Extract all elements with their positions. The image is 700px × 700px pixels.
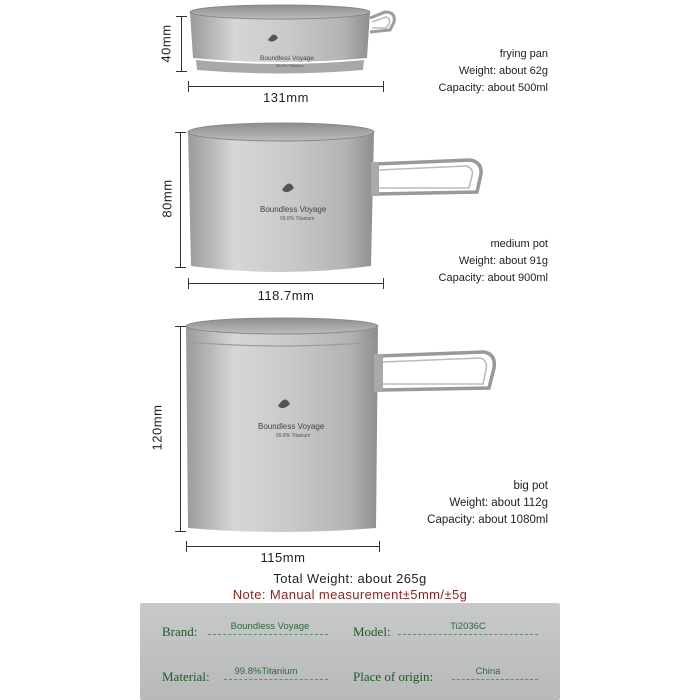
- medium-pot-material-mark: 99.8% Titanium: [280, 216, 315, 222]
- origin-key: Place of origin:: [353, 669, 434, 684]
- material-key: Material:: [162, 669, 210, 684]
- big-pot-spec: [427, 478, 548, 529]
- frying-pan-capacity: Capacity: about 500ml: [438, 82, 548, 94]
- medium-pot-width-dim: [188, 283, 384, 284]
- frying-pan-spec: [439, 46, 548, 97]
- frying-pan-height-dim: [181, 16, 182, 72]
- model-key: Model:: [353, 624, 391, 639]
- medium-pot-width-label: 118.7mm: [257, 288, 315, 303]
- frying-pan-name: frying pan: [499, 48, 548, 60]
- material-underline: [224, 679, 328, 680]
- frying-pan-material-mark: 99.8% Titanium: [276, 63, 304, 68]
- medium-pot-name: medium pot: [490, 238, 548, 250]
- frying-pan-brand-mark: Boundless Voyage: [260, 55, 314, 62]
- medium-pot-height-label: 80mm: [159, 179, 175, 218]
- material-value: 99.8%Titanium: [234, 666, 298, 677]
- frying-pan-weight: Weight: about 62g: [458, 65, 548, 77]
- big-pot-width-label: 115mm: [260, 550, 306, 565]
- medium-pot-brand-mark: Boundless Voyage: [260, 205, 327, 214]
- total-weight: Total Weight: about 265g: [273, 571, 427, 586]
- measurement-note: Note: Manual measurement±5mm/±5g: [232, 587, 468, 602]
- big-pot-name: big pot: [513, 480, 548, 492]
- medium-pot-capacity: Capacity: about 900ml: [438, 272, 548, 284]
- origin-underline: [452, 679, 538, 680]
- frying-pan-width-dim: [188, 86, 384, 87]
- big-pot-height-dim: [180, 326, 181, 532]
- big-pot-material-mark: 99.8% Titanium: [276, 433, 311, 439]
- model-underline: [398, 634, 538, 635]
- big-pot-height-label: 120mm: [149, 404, 165, 451]
- brand-key: Brand:: [162, 624, 198, 639]
- brand-value: Boundless Voyage: [230, 621, 310, 632]
- big-pot-brand-mark: Boundless Voyage: [258, 422, 325, 431]
- medium-pot-weight: Weight: about 91g: [458, 255, 548, 267]
- frying-pan-image: [180, 0, 400, 80]
- frying-pan-height-label: 40mm: [158, 24, 174, 63]
- model-value: Ti2036C: [450, 621, 486, 632]
- frying-pan-width-label: 131mm: [263, 90, 309, 105]
- brand-underline: [208, 634, 328, 635]
- medium-pot-height-dim: [180, 132, 181, 268]
- big-pot-width-dim: [186, 546, 380, 547]
- origin-value: China: [475, 666, 501, 677]
- big-pot-weight: Weight: about 112g: [449, 497, 548, 509]
- info-panel: [140, 603, 560, 700]
- medium-pot-spec: [439, 236, 548, 287]
- big-pot-capacity: Capacity: about 1080ml: [427, 514, 548, 526]
